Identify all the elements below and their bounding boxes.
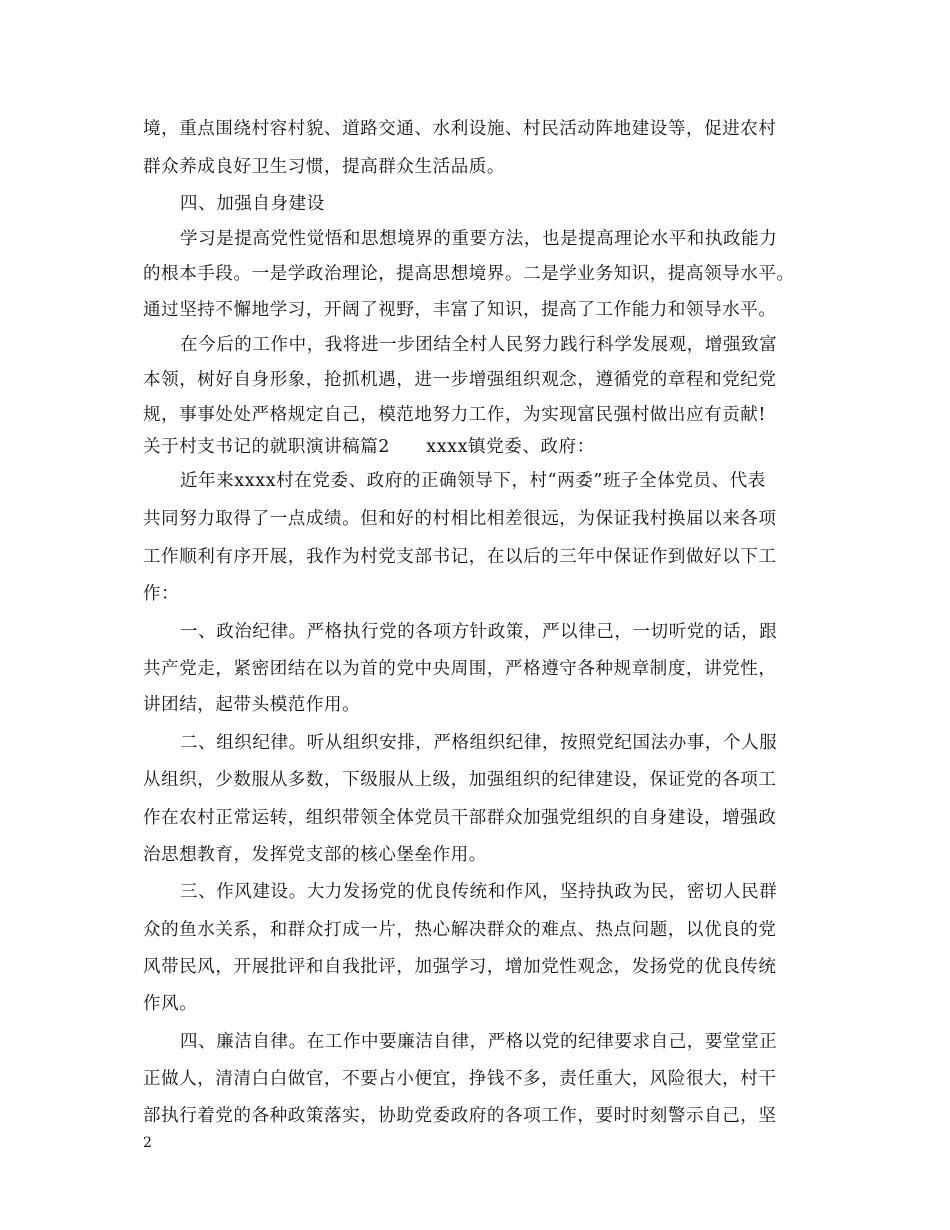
text-line: 在今后的工作中，我将进一步团结全村人民努力践行科学发展观，增强致富 (180, 335, 778, 355)
text-line: 二、组织纪律。听从组织安排，严格组织纪律，按照党纪国法办事，个人服 (180, 733, 778, 753)
text-line: 作： (143, 584, 180, 604)
text-line: 的根本手段。一是学政治理论，提高思想境界。二是学业务知识，提高领导水平。 (143, 264, 795, 284)
text-line: 群众养成良好卫生习惯，提高群众生活品质。 (143, 157, 505, 177)
text-line: 风带民风，开展批评和自我批评，加强学习，增加党性观念，发扬党的优良传统 (143, 957, 777, 977)
text-line: 学习是提高党性觉悟和思想境界的重要方法，也是提高理论水平和执政能力 (180, 229, 778, 249)
text-line: 作在农村正常运转，组织带领全体党员干部群众加强党组织的自身建设，增强政 (143, 808, 777, 828)
text-line: 治思想教育，发挥党支部的核心堡垒作用。 (143, 845, 487, 865)
text-line: 众的鱼水关系，和群众打成一片，热心解决群众的难点、热点问题，以优良的党 (143, 920, 777, 940)
text-line: 作风。 (143, 994, 198, 1014)
section-heading: 四、加强自身建设 (180, 194, 325, 214)
text-line: 本领，树好自身形象，抢抓机遇，进一步增强组织观念，遵循党的章程和党纪党 (143, 370, 777, 390)
text-line: 境，重点围绕村容村貌、道路交通、水利设施、村民活动阵地建设等，促进农村 (143, 119, 777, 139)
text-line: 一、政治纪律。严格执行党的各项方针政策，严以律己，一切听党的话，跟 (180, 622, 778, 642)
page-number: 2 (143, 1135, 152, 1151)
text-line: 四、廉洁自律。在工作中要廉洁自律，严格以党的纪律要求自己，要堂堂正 (180, 1032, 778, 1052)
text-line: 通过坚持不懈地学习，开阔了视野，丰富了知识，提高了工作能力和领导水平。 (143, 300, 777, 320)
article-title-line: 关于村支书记的就职演讲稿篇2 xxxx镇党委、政府： (143, 437, 595, 457)
text-line: 部执行着党的各种政策落实，协助党委政府的各项工作，要时时刻警示自己，坚 (143, 1106, 777, 1126)
text-line: 讲团结，起带头模范作用。 (143, 695, 361, 715)
text-line: 三、作风建设。大力发扬党的优良传统和作风，坚持执政为民，密切人民群 (180, 882, 778, 902)
text-line: 正做人，清清白白做官，不要占小便宜，挣钱不多，责任重大，风险很大，村干 (143, 1069, 777, 1089)
text-line: 共产党走，紧密团结在以为首的党中央周围，严格遵守各种规章制度，讲党性， (143, 659, 777, 679)
text-line: 工作顺利有序开展，我作为村党支部书记，在以后的三年中保证作到做好以下工 (143, 547, 777, 567)
text-line: 从组织，少数服从多数，下级服从上级，加强组织的纪律建设，保证党的各项工 (143, 770, 777, 790)
text-line: 规，事事处处严格规定自己，模范地努力工作，为实现富民强村做出应有贡献! (143, 405, 767, 425)
text-line: 共同努力取得了一点成绩。但和好的村相比相差很远，为保证我村换届以来各项 (143, 509, 777, 529)
text-line: 近年来xxxx村在党委、政府的正确领导下，村“两委”班子全体党员、代表 (180, 471, 766, 491)
